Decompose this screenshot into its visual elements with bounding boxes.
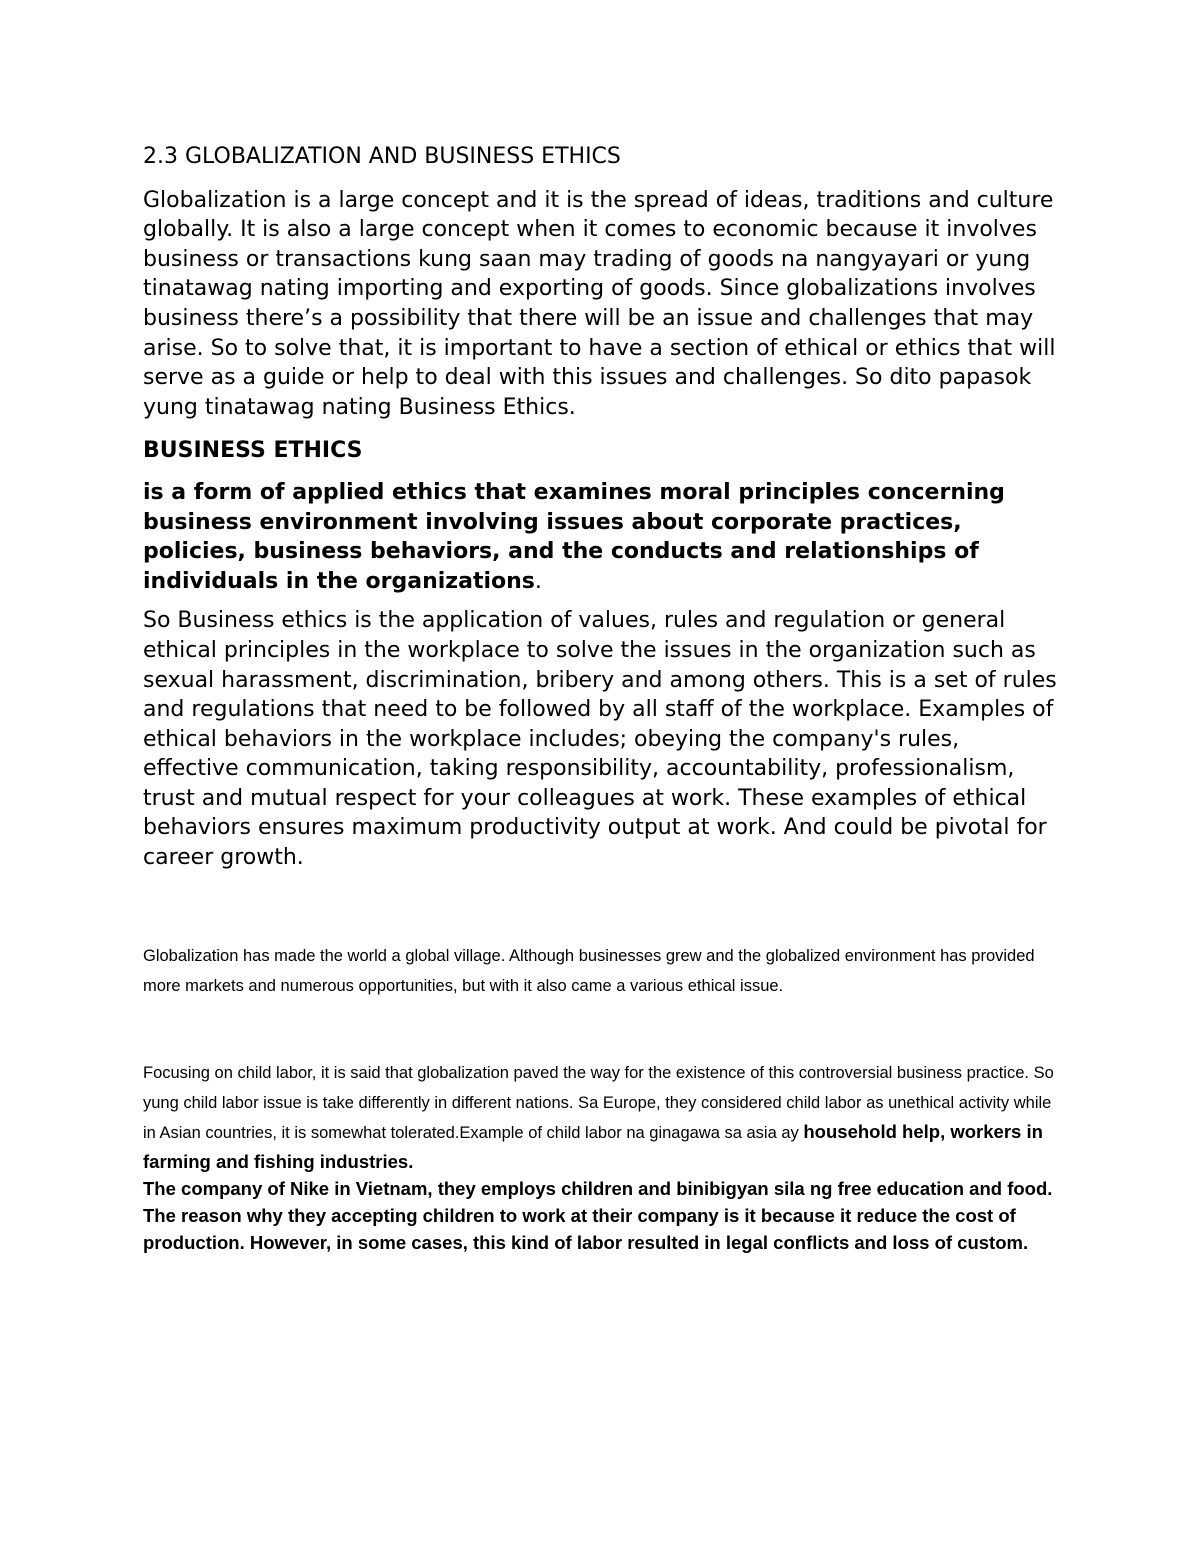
definition-text: is a form of applied ethics that examines moral principles concerning business environment involving issues about corporate practices, policies, business behaviors, and the conducts and relationships of individuals in the organizations [143, 479, 1005, 594]
business-ethics-heading: BUSINESS ETHICS [143, 438, 363, 464]
child-labor-section [143, 1058, 1058, 1256]
child-labor-nike-paragraph: The company of Nike in Vietnam, they employs children and binibigyan sila ng free education and food. The reason why they accepting children to work at their company is it because it reduce the cost of production. However, in some cases, this kind of labor resulted in legal conflicts and loss of custom. [143, 1177, 1053, 1253]
explanation-paragraph: So Business ethics is the application of values, rules and regulation or general ethical principles in the workplace to solve the issues in the organization such as sexual harassment, discrimination, bribery and among others. This is a set of rules and regulations that need to be followed by all staff of the workplace. Examples of ethical behaviors in the workplace includes; obeying the company's rules, effective communication, taking responsibility, accountability, professionalism, trust and mutual respect for your colleagues at work. These examples of ethical behaviors ensures maximum productivity output at work. And could be pivotal for career growth. [143, 608, 1057, 871]
child-labor-examples: household help, workers in farming and fishing industries. [143, 1120, 1043, 1172]
section-heading: 2.3 GLOBALIZATION AND BUSINESS ETHICS [143, 144, 621, 169]
child-labor-intro: Focusing on child labor, it is said that globalization paved the way for the existence of this controversial business practice. So yung child labor issue is take differently in different nations. Sa Europe, they considered child labor as unethical activity while in Asian countries, it is somewhat tolerated.Example of child labor na ginagawa sa asia ay [143, 1063, 1054, 1142]
global-village-paragraph: Globalization has made the world a global village. Although businesses grew and the globalized environment has provided more markets and numerous opportunities, but with it also came a various ethical issue. [143, 946, 1035, 995]
intro-paragraph: Globalization is a large concept and it is the spread of ideas, traditions and culture globally. It is also a large concept when it comes to economic because it involves business or transactions kung saan may trading of goods na nangyayari or yung tinatawag nating importing and exporting of goods. Since globalizations involves business there’s a possibility that there will be an issue and challenges that may arise. So to solve that, it is important to have a section of ethical or ethics that will serve as a guide or help to deal with this issues and challenges. So dito papasok yung tinatawag nating Business Ethics. [143, 187, 1056, 420]
definition-paragraph [143, 478, 1058, 596]
definition-period: . [534, 568, 542, 594]
document-body [143, 142, 1058, 1256]
